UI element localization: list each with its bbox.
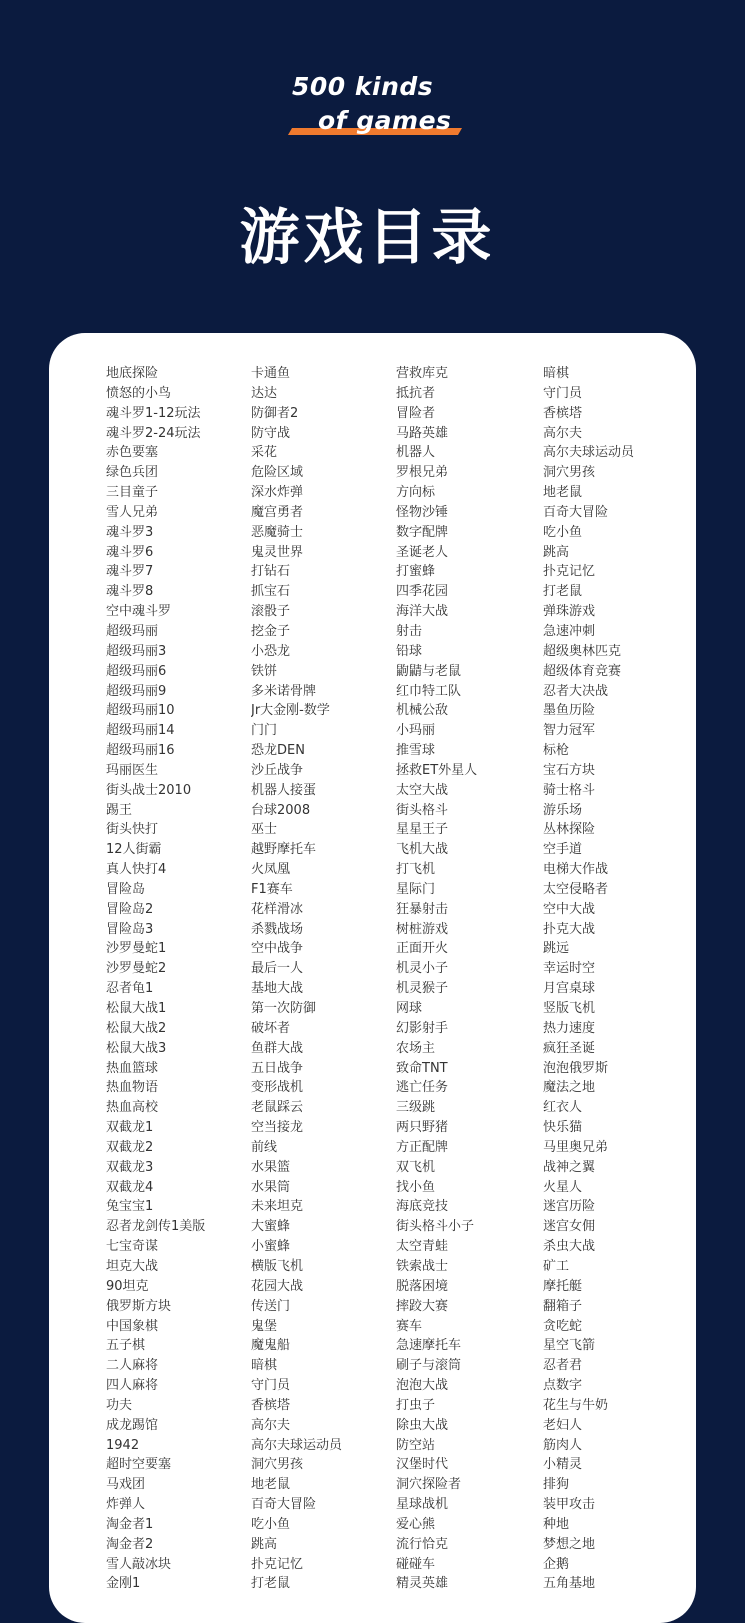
game-list-item: Jr大金刚-数学 [251,703,330,719]
game-list-item: 超级玛丽10 [106,703,175,719]
game-list-item: 逃亡任务 [396,1080,449,1096]
game-list-item: 超级玛丽9 [106,683,167,699]
game-list-item: 高尔夫球运动员 [543,445,635,461]
game-list-item: 打老鼠 [251,1576,291,1592]
game-list-item: 花样滑冰 [251,901,304,917]
game-list-item: 传送门 [251,1298,291,1314]
game-list-item: 小恐龙 [251,643,291,659]
game-list-item: 星际门 [396,881,436,897]
game-list-item: 超级玛丽3 [106,643,167,659]
game-list-item: 网球 [396,1001,423,1016]
game-list-item: 魂斗罗1-12玩法 [106,405,201,421]
game-list-item: 洞穴男孩 [251,1457,304,1473]
game-list-item: 双截龙1 [106,1120,154,1136]
game-list-item: 机灵猴子 [396,981,449,997]
game-list-item: 吃小鱼 [543,524,583,540]
game-list-item: 泡泡俄罗斯 [543,1060,609,1076]
game-list-item: 地底探险 [106,366,159,381]
game-list-item: 热血篮球 [106,1060,159,1076]
game-list-item: 小精灵 [543,1457,583,1473]
game-list-item: 老妇人 [543,1417,583,1433]
game-list-item: 热血高校 [106,1100,159,1116]
game-column-1 [106,364,246,1594]
game-list-item: 吃小鱼 [251,1516,291,1532]
game-list-item: 淘金者1 [106,1516,154,1532]
game-list-item: 冒险者 [396,405,436,421]
game-list-item: 暗棋 [251,1358,278,1374]
game-list-item: 四人麻将 [106,1378,159,1394]
page-title: 游戏目录 [239,203,496,273]
game-list-item: 两只野猪 [396,1120,449,1136]
game-list-item: 松鼠大战3 [106,1040,167,1056]
game-list-item: 狂暴射击 [396,901,449,917]
game-list-item: 扑克记忆 [251,1556,304,1572]
game-list-item: 功夫 [106,1397,133,1413]
game-list-item: 热力速度 [543,1020,596,1036]
game-list-item: 五日战争 [251,1060,304,1076]
game-list-item: 太空大战 [396,782,449,798]
game-list-item: 越野摩托车 [251,842,317,858]
game-list-item: 太空青蛙 [396,1239,449,1255]
game-list-item: 营救库克 [396,366,449,381]
game-list-item: 星星王子 [396,822,449,838]
game-list-item: 魔鬼船 [251,1338,291,1354]
game-list-item: 台球2008 [251,802,311,818]
game-list-item: 暗棋 [543,366,570,381]
game-list-item: 超级玛丽16 [106,743,175,759]
game-list-item: 危险区域 [251,465,304,481]
game-list-item: 恐龙DEN [251,743,305,759]
game-list-item: 急速摩托车 [396,1338,462,1354]
game-list-item: 采花 [251,445,278,461]
game-list-item: 铅球 [396,643,423,659]
game-list-item: 机器人 [396,445,436,461]
game-list-item: 赤色要塞 [106,445,159,461]
game-list-item: 水果篮 [251,1159,291,1175]
game-list-item: 守门员 [251,1378,291,1394]
game-list-item: 松鼠大战1 [106,1001,167,1016]
game-list-item: 推雪球 [396,743,436,759]
game-list-item: 魂斗罗3 [106,524,154,540]
game-list-item: 地老鼠 [251,1477,291,1493]
game-list-item: 装甲攻击 [543,1497,596,1513]
game-list-item: 超级玛丽14 [106,723,175,739]
game-list-item: 坦克大战 [106,1258,159,1274]
game-list-item: 马里奥兄弟 [543,1139,609,1155]
game-list-item: 脱落困境 [396,1278,449,1294]
game-list-item: 冒险岛2 [106,901,154,917]
game-list-item: 雪人兄弟 [106,504,159,520]
game-list-item: 游乐场 [543,802,583,818]
game-list-item: 空中魂斗罗 [106,604,172,620]
game-list-item: 跳远 [543,941,570,957]
game-list-item: 智力冠军 [543,723,596,739]
game-list-item: 海洋大战 [396,604,449,620]
game-list-item: 赛车 [396,1318,423,1334]
game-list-item: 怪物沙锤 [396,504,449,520]
game-list-item: 魂斗罗7 [106,564,154,580]
game-list-item: 绿色兵团 [106,465,159,481]
game-list-item: 马戏团 [106,1477,146,1493]
game-list-item: 贪吃蛇 [543,1318,583,1334]
game-list-item: 海底竞技 [396,1199,449,1215]
game-list-item: 点数字 [543,1378,583,1394]
game-list-item: 找小鱼 [396,1179,436,1195]
game-list-item: 兔宝宝1 [106,1199,154,1215]
game-list-item: 巫士 [251,822,278,838]
game-list-item: 俄罗斯方块 [106,1298,172,1314]
game-list-item: 疯狂圣诞 [543,1040,596,1056]
game-list-item: 挖金子 [251,623,291,639]
game-list-item: 碰碰车 [396,1556,436,1572]
game-list-item: 企鹅 [543,1556,570,1572]
game-list-item: 圣诞老人 [396,544,449,560]
game-list-item: 双截龙4 [106,1179,154,1195]
game-list-item: 流行恰克 [396,1536,449,1552]
game-list-item: 急速冲刺 [543,623,596,639]
game-list-item: 空手道 [543,842,583,858]
game-list-item: 拯救ET外星人 [396,762,478,778]
game-list-item: 魂斗罗6 [106,544,154,560]
game-list-item: 变形战机 [251,1080,304,1096]
game-list-item: 香槟塔 [543,405,583,421]
game-list-item: 香槟塔 [251,1397,291,1413]
game-list-item: 沙罗曼蛇1 [106,941,167,957]
game-list-item: 淘金者2 [106,1536,154,1552]
game-list-item: 抓宝石 [251,584,291,600]
game-list-item: 泡泡大战 [396,1378,449,1394]
game-list-item: 滚骰子 [251,604,291,620]
game-list-item: 高尔夫球运动员 [251,1437,343,1453]
game-list-item: 恶魔骑士 [251,524,304,540]
game-list-item: 机械公敌 [396,703,449,719]
game-list-item: 星空飞箭 [543,1338,596,1354]
game-list-item: 机灵小子 [396,961,449,977]
game-list-item: 防空站 [396,1437,436,1453]
game-list-item: 弹珠游戏 [543,604,596,620]
game-list-item: 正面开火 [396,941,449,957]
game-list-item: 农场主 [396,1040,436,1056]
game-list-item: 七宝奇谋 [106,1239,159,1255]
game-list-item: 三目童子 [106,485,159,501]
game-list-item: 爱心熊 [396,1516,436,1532]
game-list-item: 宝石方块 [543,762,596,778]
game-list-item: 第一次防御 [251,1001,317,1016]
game-list-item: 防守战 [251,425,291,441]
game-list-item: 冒险岛 [106,881,146,897]
game-list-item: 幻影射手 [396,1020,449,1036]
game-list-item: 丛林探险 [543,822,596,838]
game-list-item: 超级奥林匹克 [543,643,622,659]
game-list-item: 高尔夫 [251,1417,291,1433]
game-list-item: 大蜜蜂 [251,1219,291,1235]
game-list-item: 未来坦克 [251,1199,304,1215]
game-list-item: 踢王 [106,802,133,818]
game-list-item: 街头格斗 [396,802,449,818]
game-list-item: 竖版飞机 [543,1001,596,1016]
game-list-item: 扑克大战 [543,921,596,937]
game-list-item: 门门 [251,723,278,739]
game-list-item: 1942 [106,1437,140,1453]
game-list-item: 二人麻将 [106,1358,159,1374]
game-list-item: 花生与牛奶 [543,1397,609,1413]
game-list-item: 地老鼠 [543,485,583,501]
game-list-item: 迷宫女佣 [543,1219,596,1235]
game-list-item: 幸运时空 [543,961,596,977]
game-list-item: 沙罗曼蛇2 [106,961,167,977]
game-list-item: 达达 [251,385,278,401]
game-list-item: 打钻石 [251,564,291,580]
game-list-item: 深水炸弹 [251,485,304,501]
game-list-item: 罗根兄弟 [396,465,449,481]
game-list-item: 小玛丽 [396,723,436,739]
game-list-item: 忍者龟1 [106,981,154,997]
game-list-item: 刷子与滚筒 [396,1358,462,1374]
game-list-item: 太空侵略者 [543,881,609,897]
game-list-item: 飞机大战 [396,842,449,858]
game-list-item: 小蜜蜂 [251,1239,291,1255]
game-list-item: 数字配牌 [396,524,449,540]
game-list-item: 筋肉人 [543,1437,583,1453]
game-list-item: 卡通鱼 [251,366,291,381]
game-list-item: 除虫大战 [396,1417,449,1433]
game-list-item: 热血物语 [106,1080,159,1096]
game-list-item: 杀虫大战 [543,1239,596,1255]
game-list-item: 摩托艇 [543,1278,583,1294]
game-list-item: 抵抗者 [396,385,436,401]
brand-line-2: of games [318,106,452,135]
game-list-item: 扑克记忆 [543,564,596,580]
game-list-item: 沙丘战争 [251,762,304,778]
game-list-item: 破坏者 [251,1020,291,1036]
game-list-item: 雪人敲冰块 [106,1556,172,1572]
game-list-item: 松鼠大战2 [106,1020,167,1036]
game-list-item: 汉堡时代 [396,1457,449,1473]
game-list-item: 鼩鼱与老鼠 [396,663,462,679]
game-list-item: 方向标 [396,485,436,501]
game-list-item: 忍者龙剑传1美版 [106,1219,206,1235]
game-list-item: 战神之翼 [543,1159,596,1175]
game-list-item: 跳高 [543,544,570,560]
game-list-item: 双截龙2 [106,1139,154,1155]
game-list-item: 双截龙3 [106,1159,154,1175]
game-list-item: 超级玛丽 [106,623,159,639]
game-list-item: 墨鱼历险 [543,703,596,719]
game-list-item: 火凤凰 [251,862,291,878]
game-list-item: 机器人接蛋 [251,782,317,798]
game-list-card [49,333,696,1623]
game-list-item: 跳高 [251,1536,278,1552]
brand-line-1: 500 kinds [292,72,434,101]
game-list-item: 打飞机 [396,862,436,878]
game-list-item: 冒险岛3 [106,921,154,937]
game-list-item: 水果筒 [251,1179,291,1195]
game-list-item: 骑士格斗 [543,782,596,798]
game-list-item: 五角基地 [543,1576,596,1592]
game-list-item: 玛丽医生 [106,762,159,778]
game-list-item: 打蜜蜂 [396,564,436,580]
game-list-item: 月宫桌球 [543,981,596,997]
game-list-item: 基地大战 [251,981,304,997]
game-list-item: 空中战争 [251,941,304,957]
game-list-item: 精灵英雄 [396,1576,449,1592]
game-list-item: 魂斗罗2-24玩法 [106,425,201,441]
game-list-item: 魂斗罗8 [106,584,154,600]
game-list-item: 成龙踢馆 [106,1417,159,1433]
game-list-item: 快乐猫 [543,1120,583,1136]
game-list-item: 种地 [543,1516,570,1532]
game-list-item: 老鼠踩云 [251,1100,304,1116]
game-list-item: 五子棋 [106,1338,146,1354]
game-list-item: 打虫子 [396,1397,436,1413]
game-list-item: 前线 [251,1139,278,1155]
game-list-item: 洞穴探险者 [396,1477,462,1493]
game-list-item: 双飞机 [396,1159,436,1175]
game-list-item: 星球战机 [396,1497,449,1513]
game-list-item: 忍者大决战 [543,683,609,699]
game-list-item: 梦想之地 [543,1536,596,1552]
game-list-item: 90坦克 [106,1278,149,1294]
game-list-item: 红衣人 [543,1100,583,1116]
game-list-item: 铁索战士 [396,1258,449,1274]
game-list-item: 马路英雄 [396,425,449,441]
game-list-item: 炸弹人 [106,1497,146,1513]
game-list-item: 超级玛丽6 [106,663,167,679]
game-list-item: 洞穴男孩 [543,465,596,481]
game-list-item: 魔法之地 [543,1080,596,1096]
game-list-item: 超时空要塞 [106,1457,172,1473]
game-list-item: 高尔夫 [543,425,583,441]
game-list-item: 百奇大冒险 [251,1497,317,1513]
game-list-item: 标枪 [543,743,570,759]
game-list-item: 翻箱子 [543,1298,583,1314]
game-list-item: 打老鼠 [543,584,583,600]
game-column-4 [543,364,683,1594]
game-list-item: 守门员 [543,385,583,401]
game-list-item: 超级体育竞赛 [543,663,622,679]
brand-logo [288,72,488,142]
game-list-item: 愤怒的小鸟 [106,385,172,401]
game-list-item: 铁饼 [251,663,278,679]
game-list-item: 排狗 [543,1477,570,1493]
game-list-item: 防御者2 [251,405,299,421]
game-list-item: 鬼灵世界 [251,544,304,560]
game-list-item: 12人街霸 [106,842,162,858]
game-list-item: 忍者君 [543,1358,583,1374]
game-list-item: 空中大战 [543,901,596,917]
game-list-item: 最后一人 [251,961,304,977]
game-list-item: 红巾特工队 [396,683,462,699]
game-list-item: 四季花园 [396,584,449,600]
game-list-item: 中国象棋 [106,1318,159,1334]
game-list-item: 方正配牌 [396,1139,449,1155]
game-list-item: 电梯大作战 [543,862,609,878]
game-list-item: F1赛车 [251,881,293,897]
game-column-2 [251,364,391,1594]
game-list-item: 金刚1 [106,1576,141,1592]
game-column-3 [396,364,536,1594]
game-list-item: 摔跤大赛 [396,1298,449,1314]
game-list-item: 街头快打 [106,822,159,838]
game-list-item: 鱼群大战 [251,1040,304,1056]
game-list-item: 多米诺骨牌 [251,683,317,699]
game-list-item: 迷宫历险 [543,1199,596,1215]
game-list-item: 百奇大冒险 [543,504,609,520]
game-list-item: 三级跳 [396,1100,436,1116]
game-list-item: 花园大战 [251,1278,304,1294]
game-list-item: 矿工 [543,1258,570,1274]
game-list-item: 火星人 [543,1179,583,1195]
game-list-item: 空当接龙 [251,1120,304,1136]
game-list-item: 树桩游戏 [396,921,449,937]
game-list-item: 真人快打4 [106,862,167,878]
game-list-item: 魔宫勇者 [251,504,304,520]
game-list-item: 街头战士2010 [106,782,192,798]
game-list-item: 横版飞机 [251,1258,304,1274]
game-list-item: 杀戮战场 [251,921,304,937]
game-list-item: 鬼堡 [251,1318,278,1334]
game-list-item: 致命TNT [396,1060,448,1076]
game-list-item: 街头格斗小子 [396,1219,475,1235]
game-list-item: 射击 [396,623,423,639]
